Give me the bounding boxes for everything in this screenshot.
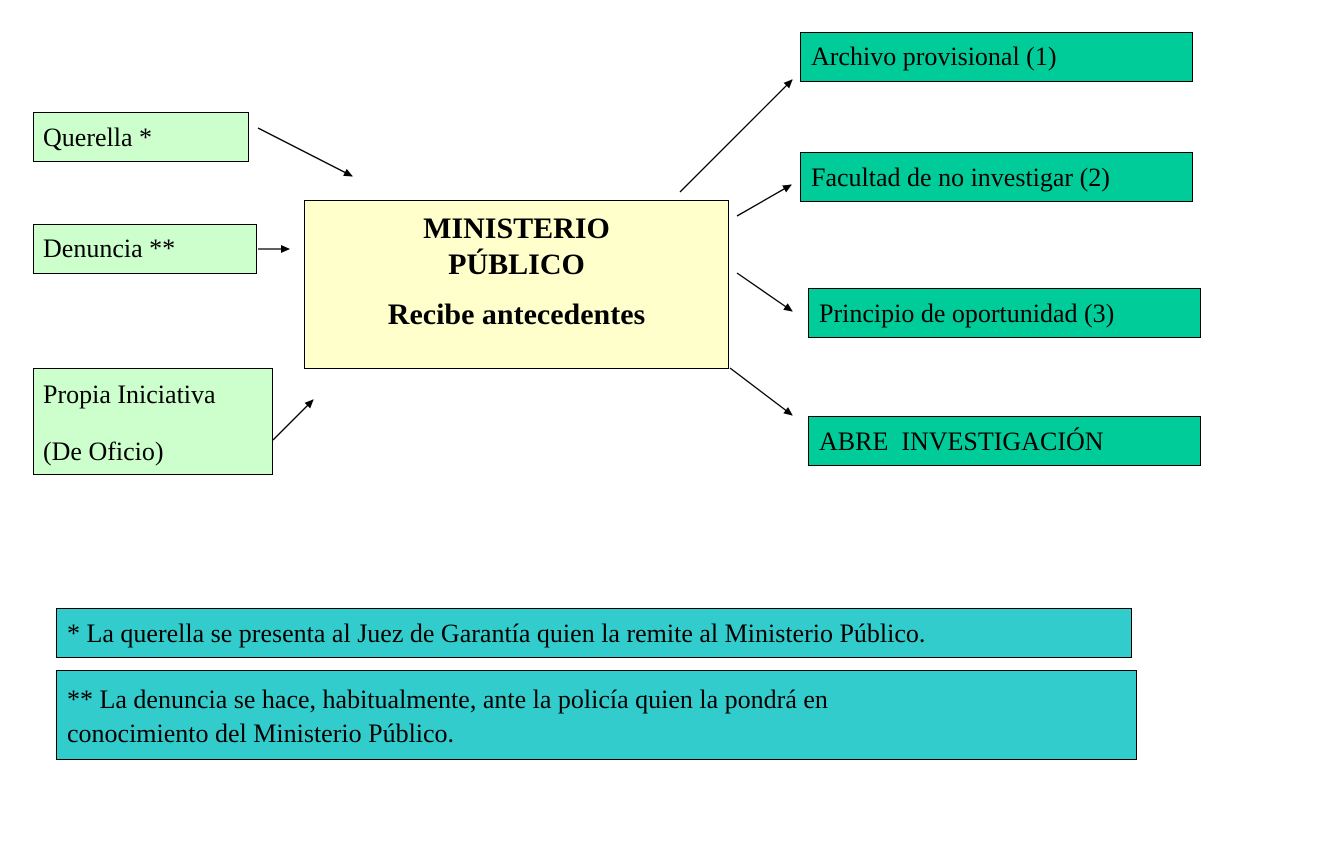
querella-label: Querella * [43, 123, 153, 152]
arrow-facultad [737, 185, 791, 216]
principio-oportunidad-label: Principio de oportunidad (3) [819, 299, 1115, 328]
denuncia-box [33, 224, 257, 274]
facultad-no-investigar-box [800, 152, 1193, 202]
center-subtitle: Recibe antecedentes [387, 298, 646, 331]
archivo-provisional-box [800, 32, 1193, 82]
facultad-no-investigar-label: Facultad de no investigar (2) [811, 163, 1110, 192]
arrow-querella [258, 128, 352, 176]
arrow-archivo [680, 80, 792, 192]
arrow-principio [737, 273, 792, 311]
de-oficio-label: (De Oficio) [43, 437, 164, 466]
denuncia-footnote-line1: ** La denuncia se hace, habitualmente, ante la policía quien la pondrá en [67, 685, 828, 714]
arrow-abre [730, 368, 792, 415]
center-title-line2: PÚBLICO [448, 248, 585, 281]
archivo-provisional-label: Archivo provisional (1) [811, 42, 1057, 71]
propia-iniciativa-label: Propia Iniciativa [43, 380, 216, 409]
ministerio-publico-box [304, 200, 729, 369]
denuncia-footnote-line2: conocimiento del Ministerio Público. [67, 719, 455, 748]
propia-iniciativa-box [33, 368, 273, 475]
abre-investigacion-box [808, 416, 1201, 466]
querella-box [33, 112, 249, 162]
denuncia-label: Denuncia ** [43, 234, 176, 263]
abre-investigacion-label: ABRE INVESTIGACIÓN [819, 427, 1104, 456]
arrow-propia [273, 400, 313, 440]
principio-oportunidad-box [808, 288, 1201, 338]
querella-footnote [56, 608, 1132, 658]
center-title-line1: MINISTERIO [423, 212, 610, 245]
querella-footnote-text: * La querella se presenta al Juez de Garantía quien la remite al Ministerio Público. [67, 619, 926, 648]
denuncia-footnote [56, 670, 1137, 760]
